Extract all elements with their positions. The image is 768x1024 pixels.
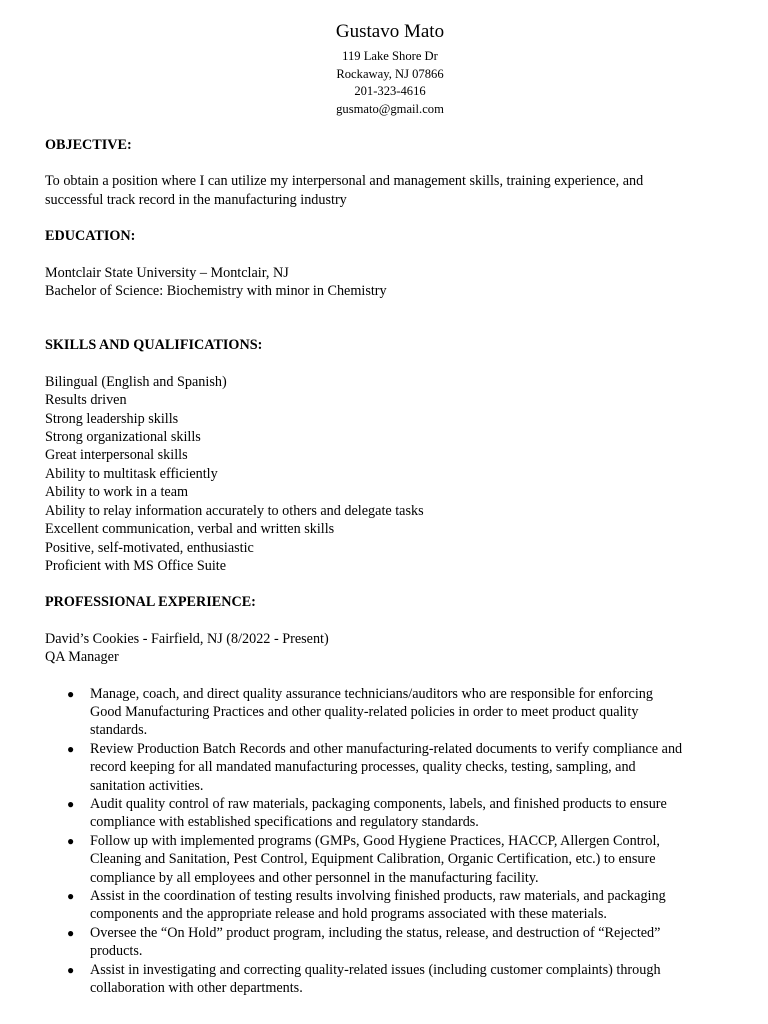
objective-section	[45, 136, 735, 209]
objective-line: successful track record in the manufacturing industry	[45, 191, 347, 208]
job-duties-list	[45, 685, 735, 998]
duty-item	[45, 685, 735, 740]
duty-line: Audit quality control of raw materials, packaging components, labels, and finished products to ensure	[90, 795, 667, 812]
duty-item	[45, 961, 735, 998]
bullet-icon: ●	[67, 889, 75, 903]
skill-item: Results driven	[45, 392, 127, 409]
duty-item	[45, 795, 735, 832]
duty-line: Manage, coach, and direct quality assurance technicians/auditors who are responsible for enforcing	[90, 685, 653, 702]
bullet-icon: ●	[67, 796, 75, 811]
resume-header	[45, 20, 735, 118]
duty-item	[45, 740, 735, 795]
skills-list	[45, 373, 735, 575]
objective-line: To obtain a position where I can utilize my interpersonal and management skills, training experience, and	[45, 173, 644, 190]
duty-line: Assist in the coordination of testing results involving finished products, raw materials, and packaging	[90, 888, 666, 904]
duty-line: Assist in investigating and correcting quality-related issues (including customer complaints) through	[90, 961, 661, 978]
duty-line: components and the appropriate release and hold programs associated with these materials.	[90, 906, 607, 923]
skills-section	[45, 336, 735, 575]
duty-line: collaboration with other departments.	[90, 980, 303, 997]
skill-item: Ability to multitask efficiently	[45, 465, 218, 482]
skill-item: Strong organizational skills	[45, 429, 201, 446]
bullet-icon: ●	[67, 686, 75, 701]
duty-line: sanitation activities.	[90, 777, 204, 794]
skill-item: Strong leadership skills	[45, 410, 179, 427]
duty-item	[45, 924, 735, 961]
duty-line: Good Manufacturing Practices and other quality-related policies in order to meet product quality	[90, 703, 639, 720]
duty-line: Follow up with implemented programs (GMPs, Good Hygiene Practices, HACCP, Allergen Control,	[90, 832, 660, 849]
skill-item: Ability to work in a team	[45, 484, 189, 501]
skill-item: Positive, self-motivated, enthusiastic	[45, 539, 254, 556]
objective-heading: OBJECTIVE:	[45, 137, 132, 153]
phone-number: 201-323-4616	[354, 84, 426, 98]
objective-text	[45, 172, 735, 209]
skill-item: Great interpersonal skills	[45, 447, 188, 464]
education-degree: Bachelor of Science: Biochemistry with minor in Chemistry	[45, 283, 387, 300]
duty-line: Oversee the “On Hold” product program, including the status, release, and destruction of “Rejected”	[90, 924, 661, 941]
bullet-icon: ●	[67, 833, 75, 848]
duty-line: record keeping for all mandated manufacturing processes, quality checks, testing, sampling, and	[90, 759, 636, 776]
education-school: Montclair State University – Montclair, NJ	[45, 264, 289, 281]
experience-section	[45, 593, 735, 997]
job-employer: David’s Cookies - Fairfield, NJ (8/2022 - Present)	[45, 630, 329, 647]
duty-line: Review Production Batch Records and other manufacturing-related documents to verify compliance and	[90, 740, 683, 757]
duty-line: standards.	[90, 722, 148, 739]
duty-item	[45, 887, 735, 924]
skill-item: Bilingual (English and Spanish)	[45, 373, 227, 390]
email-address: gusmato@gmail.com	[336, 101, 444, 116]
candidate-name: Gustavo Mato	[335, 21, 445, 42]
address-line-1: 119 Lake Shore Dr	[342, 49, 438, 63]
education-section	[45, 227, 735, 300]
skills-heading: SKILLS AND QUALIFICATIONS:	[45, 337, 263, 354]
job-role: QA Manager	[45, 649, 119, 666]
skill-item: Excellent communication, verbal and written skills	[45, 521, 335, 538]
duty-line: Cleaning and Sanitation, Pest Control, Equipment Calibration, Organic Certification, etc.) to ensure	[90, 851, 656, 868]
skill-item: Proficient with MS Office Suite	[45, 557, 227, 574]
bullet-icon: ●	[67, 741, 75, 756]
duty-line: compliance by all employees and other personnel in the manufacturing facility.	[90, 869, 539, 886]
resume-page	[45, 20, 735, 997]
duty-line: compliance with established specifications and regulatory standards.	[90, 814, 479, 831]
skill-item: Ability to relay information accurately to others and delegate tasks	[45, 502, 424, 519]
experience-heading: PROFESSIONAL EXPERIENCE:	[45, 594, 256, 611]
bullet-icon: ●	[67, 925, 75, 940]
duty-item	[45, 832, 735, 887]
education-heading: EDUCATION:	[45, 228, 136, 245]
bullet-icon: ●	[67, 962, 75, 977]
contact-block	[45, 48, 735, 118]
address-line-2: Rockaway, NJ 07866	[336, 66, 444, 81]
duty-line: products.	[90, 943, 143, 960]
